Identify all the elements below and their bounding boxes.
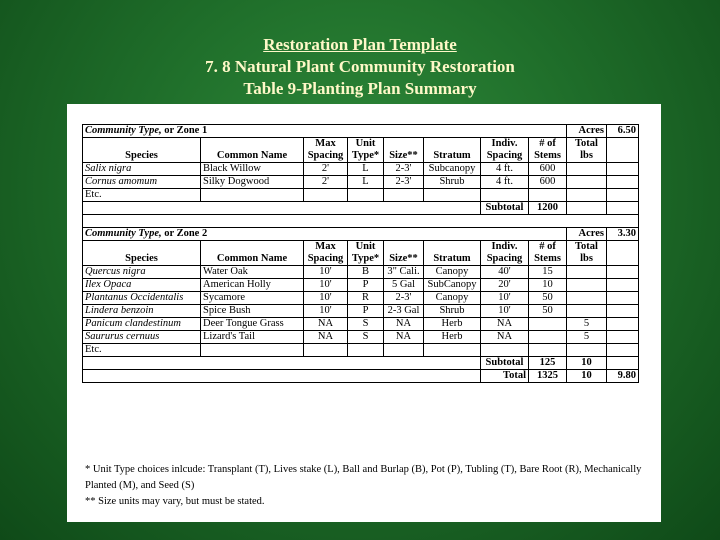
header-species: Species bbox=[83, 241, 201, 266]
subtotal-label: Subtotal bbox=[481, 202, 529, 215]
header-max-spacing bbox=[304, 241, 348, 266]
common-name-cell: Spice Bush bbox=[201, 305, 304, 318]
blank-cell bbox=[567, 202, 607, 215]
header-indiv-spacing bbox=[481, 138, 529, 163]
title-line-2: 7. 8 Natural Plant Community Restoration bbox=[205, 57, 515, 76]
acres-value: 3.30 bbox=[607, 228, 639, 241]
header-text: Indiv. bbox=[491, 241, 518, 252]
stems-cell: 15 bbox=[529, 266, 567, 279]
header-blank bbox=[607, 241, 639, 266]
header-text: Total bbox=[575, 138, 598, 149]
size-cell: NA bbox=[384, 318, 424, 331]
lbs-cell bbox=[567, 292, 607, 305]
indiv-spacing-cell: NA bbox=[481, 331, 529, 344]
max-spacing-cell: NA bbox=[304, 331, 348, 344]
max-spacing-cell: 2' bbox=[304, 163, 348, 176]
acres-label: Acres bbox=[567, 228, 607, 241]
header-text: Max bbox=[315, 241, 336, 252]
blank-cell bbox=[607, 292, 639, 305]
header-total-lbs bbox=[567, 138, 607, 163]
table-panel bbox=[67, 104, 661, 522]
header-species: Species bbox=[83, 138, 201, 163]
zone-header-row bbox=[83, 228, 639, 241]
zone-label bbox=[83, 125, 567, 138]
species-cell: Panicum clandestinum bbox=[83, 318, 201, 331]
max-spacing-cell: NA bbox=[304, 318, 348, 331]
header-text: lbs bbox=[580, 150, 593, 161]
blank-cell bbox=[607, 176, 639, 189]
max-spacing-cell: 10' bbox=[304, 279, 348, 292]
size-cell: 5 Gal bbox=[384, 279, 424, 292]
header-text: Unit bbox=[355, 138, 376, 149]
stratum-cell: Subcanopy bbox=[424, 163, 481, 176]
stems-cell bbox=[529, 318, 567, 331]
unit-type-cell: L bbox=[348, 176, 384, 189]
blank-cell bbox=[348, 344, 384, 357]
footnote-unit-type: * Unit Type choices inlcude: Transplant (T), Lives stake (L), Ball and Burlap (B), Pot (P), Tubling (T), Bare Root (R), Mechanically Planted (M), and Seed (S) bbox=[85, 464, 642, 491]
zone-type-label: Community Type, bbox=[85, 125, 162, 136]
max-spacing-cell: 10' bbox=[304, 266, 348, 279]
blank-cell bbox=[607, 202, 639, 215]
blank-cell bbox=[607, 357, 639, 370]
subtotal-label: Subtotal bbox=[481, 357, 529, 370]
blank-cell bbox=[529, 189, 567, 202]
indiv-spacing-cell: 40' bbox=[481, 266, 529, 279]
common-name-cell: Black Willow bbox=[201, 163, 304, 176]
footnotes bbox=[85, 462, 655, 510]
common-name-cell: American Holly bbox=[201, 279, 304, 292]
zone-type-label: Community Type, bbox=[85, 228, 162, 239]
blank-cell bbox=[607, 318, 639, 331]
header-text: Spacing bbox=[486, 253, 523, 264]
plant-row bbox=[83, 292, 639, 305]
etc-row bbox=[83, 189, 639, 202]
blank-cell bbox=[83, 202, 481, 215]
indiv-spacing-cell: 4 ft. bbox=[481, 176, 529, 189]
blank-cell bbox=[304, 189, 348, 202]
subtotal-stems: 125 bbox=[529, 357, 567, 370]
blank-cell bbox=[83, 357, 481, 370]
blank-cell bbox=[304, 344, 348, 357]
blank-cell bbox=[607, 189, 639, 202]
species-cell: Saururus cernuus bbox=[83, 331, 201, 344]
unit-type-cell: B bbox=[348, 266, 384, 279]
blank-cell bbox=[607, 163, 639, 176]
size-cell: 2-3' bbox=[384, 176, 424, 189]
unit-type-cell: L bbox=[348, 163, 384, 176]
plant-row bbox=[83, 305, 639, 318]
header-max-spacing bbox=[304, 138, 348, 163]
plant-row bbox=[83, 176, 639, 189]
stems-cell: 50 bbox=[529, 305, 567, 318]
stems-cell bbox=[529, 331, 567, 344]
stratum-cell: Herb bbox=[424, 318, 481, 331]
header-size: Size** bbox=[384, 241, 424, 266]
indiv-spacing-cell: 4 ft. bbox=[481, 163, 529, 176]
header-unit-type bbox=[348, 138, 384, 163]
header-text: # of bbox=[539, 138, 556, 149]
species-cell: Quercus nigra bbox=[83, 266, 201, 279]
header-text: Stems bbox=[534, 150, 561, 161]
blank-cell bbox=[201, 189, 304, 202]
total-label: Total bbox=[481, 370, 529, 383]
blank-cell bbox=[384, 344, 424, 357]
header-text: Spacing bbox=[307, 253, 344, 264]
subtotal-row bbox=[83, 202, 639, 215]
blank-cell bbox=[607, 344, 639, 357]
etc-row bbox=[83, 344, 639, 357]
header-text: Stems bbox=[534, 253, 561, 264]
blank-cell bbox=[567, 344, 607, 357]
header-text: Spacing bbox=[486, 150, 523, 161]
common-name-cell: Water Oak bbox=[201, 266, 304, 279]
blank-cell bbox=[201, 344, 304, 357]
species-cell: Lindera benzoin bbox=[83, 305, 201, 318]
unit-type-cell: S bbox=[348, 331, 384, 344]
column-header-row bbox=[83, 138, 639, 163]
lbs-cell bbox=[567, 305, 607, 318]
unit-type-cell: P bbox=[348, 279, 384, 292]
total-lbs: 10 bbox=[567, 370, 607, 383]
footnote-size: ** Size units may vary, but must be stated. bbox=[85, 496, 265, 507]
stratum-cell: Canopy bbox=[424, 266, 481, 279]
indiv-spacing-cell: 20' bbox=[481, 279, 529, 292]
plant-row bbox=[83, 279, 639, 292]
acres-label: Acres bbox=[567, 125, 607, 138]
header-text: Max bbox=[315, 138, 336, 149]
blank-cell bbox=[607, 331, 639, 344]
header-text: Spacing bbox=[307, 150, 344, 161]
indiv-spacing-cell: 10' bbox=[481, 305, 529, 318]
etc-cell: Etc. bbox=[83, 344, 201, 357]
header-common: Common Name bbox=[201, 241, 304, 266]
blank-cell bbox=[424, 344, 481, 357]
stratum-cell: Shrub bbox=[424, 305, 481, 318]
stems-cell: 50 bbox=[529, 292, 567, 305]
header-text: Type* bbox=[351, 150, 380, 161]
zone-label bbox=[83, 228, 567, 241]
blank-cell bbox=[424, 189, 481, 202]
plant-row bbox=[83, 163, 639, 176]
size-cell: NA bbox=[384, 331, 424, 344]
blank-cell bbox=[348, 189, 384, 202]
common-name-cell: Sycamore bbox=[201, 292, 304, 305]
header-num-stems bbox=[529, 138, 567, 163]
blank-cell bbox=[607, 279, 639, 292]
lbs-cell bbox=[567, 266, 607, 279]
planting-plan-table bbox=[82, 124, 639, 383]
subtotal-lbs: 10 bbox=[567, 357, 607, 370]
plant-row bbox=[83, 266, 639, 279]
stratum-cell: Canopy bbox=[424, 292, 481, 305]
subtotal-stems: 1200 bbox=[529, 202, 567, 215]
header-text: Indiv. bbox=[491, 138, 518, 149]
subtotal-row bbox=[83, 357, 639, 370]
zone-number-label: or Zone 2 bbox=[161, 228, 208, 239]
header-common: Common Name bbox=[201, 138, 304, 163]
header-unit-type bbox=[348, 241, 384, 266]
stratum-cell: Shrub bbox=[424, 176, 481, 189]
blank-cell bbox=[384, 189, 424, 202]
header-indiv-spacing bbox=[481, 241, 529, 266]
lbs-cell bbox=[567, 163, 607, 176]
max-spacing-cell: 10' bbox=[304, 305, 348, 318]
common-name-cell: Deer Tongue Grass bbox=[201, 318, 304, 331]
total-stems: 1325 bbox=[529, 370, 567, 383]
max-spacing-cell: 10' bbox=[304, 292, 348, 305]
header-total-lbs bbox=[567, 241, 607, 266]
stems-cell: 600 bbox=[529, 163, 567, 176]
unit-type-cell: P bbox=[348, 305, 384, 318]
blank-cell bbox=[83, 370, 481, 383]
header-stratum: Stratum bbox=[424, 241, 481, 266]
header-text: # of bbox=[539, 241, 556, 252]
stratum-cell: Herb bbox=[424, 331, 481, 344]
size-cell: 2-3' bbox=[384, 292, 424, 305]
header-stratum: Stratum bbox=[424, 138, 481, 163]
common-name-cell: Lizard's Tail bbox=[201, 331, 304, 344]
header-text: Total bbox=[575, 241, 598, 252]
blank-cell bbox=[607, 266, 639, 279]
indiv-spacing-cell: NA bbox=[481, 318, 529, 331]
common-name-cell: Silky Dogwood bbox=[201, 176, 304, 189]
species-cell: Ilex Opaca bbox=[83, 279, 201, 292]
stems-cell: 10 bbox=[529, 279, 567, 292]
species-cell: Plantanus Occidentalis bbox=[83, 292, 201, 305]
slide-title bbox=[0, 34, 720, 100]
unit-type-cell: S bbox=[348, 318, 384, 331]
header-text: lbs bbox=[580, 253, 593, 264]
stratum-cell: SubCanopy bbox=[424, 279, 481, 292]
acres-value: 6.50 bbox=[607, 125, 639, 138]
size-cell: 2-3 Gal bbox=[384, 305, 424, 318]
header-size: Size** bbox=[384, 138, 424, 163]
zone-number-label: or Zone 1 bbox=[161, 125, 208, 136]
species-cell: Salix nigra bbox=[83, 163, 201, 176]
total-acres: 9.80 bbox=[607, 370, 639, 383]
header-text: Unit bbox=[355, 241, 376, 252]
stems-cell: 600 bbox=[529, 176, 567, 189]
indiv-spacing-cell: 10' bbox=[481, 292, 529, 305]
blank-cell bbox=[529, 344, 567, 357]
blank-cell bbox=[567, 189, 607, 202]
size-cell: 2-3' bbox=[384, 163, 424, 176]
spacer-row bbox=[83, 215, 639, 228]
header-blank bbox=[607, 138, 639, 163]
blank-cell bbox=[481, 189, 529, 202]
total-row bbox=[83, 370, 639, 383]
title-line-3: Table 9-Planting Plan Summary bbox=[243, 79, 477, 98]
lbs-cell: 5 bbox=[567, 318, 607, 331]
lbs-cell: 5 bbox=[567, 331, 607, 344]
title-line-1: Restoration Plan Template bbox=[263, 35, 457, 54]
header-num-stems bbox=[529, 241, 567, 266]
lbs-cell bbox=[567, 279, 607, 292]
max-spacing-cell: 2' bbox=[304, 176, 348, 189]
unit-type-cell: R bbox=[348, 292, 384, 305]
etc-cell: Etc. bbox=[83, 189, 201, 202]
blank-cell bbox=[481, 344, 529, 357]
zone-header-row bbox=[83, 125, 639, 138]
lbs-cell bbox=[567, 176, 607, 189]
spacer-cell bbox=[83, 215, 639, 228]
plant-row bbox=[83, 318, 639, 331]
blank-cell bbox=[607, 305, 639, 318]
header-text: Type* bbox=[351, 253, 380, 264]
species-cell: Cornus amomum bbox=[83, 176, 201, 189]
column-header-row bbox=[83, 241, 639, 266]
size-cell: 3" Cali. bbox=[384, 266, 424, 279]
plant-row bbox=[83, 331, 639, 344]
